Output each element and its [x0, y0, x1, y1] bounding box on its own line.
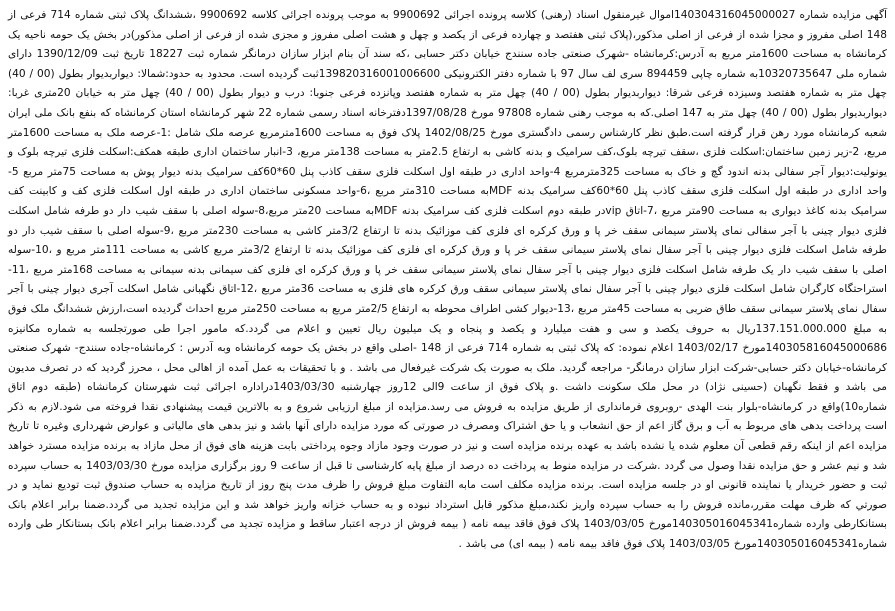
- auction-notice-text: آگهی مزایده شماره 140304316045000027اموال غیرمنقول اسناد (رهنی) کلاسه پرونده اجرائی 9900692 به موجب پرونده اجرائی کلاسه 9900692 ،ششدانگ پلاک ثبتی شماره 714 فرعی از 148 اصلی مفروز و مجزا شده از فرعی از اصلی مذکور،(پلاک ثبتی هفتصد و چهارده فرعی از یکصد و چهل و هشت اصلی مفروز و مجزی شده از فرعی از اصلی مذکور)در بخش یک حومه ناحیه یک کرمانشاه به مساحت 1600متر مربع به آدرس:کرمانشاه -شهرک صنعتی جاده سنندج خیابان دکتر حسابی ،که سند آن بنام ابزار سازان درمانگر شماره ثبت 18227 تاریخ ثبت 1390/12/09 دارای شماره ملی 10320735647به شماره چاپی 894459 سری لف سال 97 با شماره دفتر الکترونیکی 139820316001006600ثبت گردیده است. محدود به حدود:شمالا: دیواربدیوار بطول (00 / 40) چهل متر به شماره هفتصد وسیزده فرعی شرقا: دیواربدیوار بطول (00 / 40) چهل متر به شماره هفتصد وپانزده فرعی جنوبا: درب و دیوار بطول (00 / 40) چهل متر به خیابان 20متری غربا: دیواربدیوار بطول (00 / 40) چهل متر به 147 اصلی.که به موجب رهنی شماره 97808 مورخ 1397/08/28دفترخانه اسناد رسمی شماره 22 شهر کرمانشاه استان کرمانشاه که بنفع بانک ملی ایران شعبه کرمانشاه مورد رهن قرار گرفته است.طبق نظر کارشناس رسمی دادگستری مورخ 1402/08/25 پلاک فوق به مساحت 1600مترمربع عرصه ملک شامل :1-عرصه ملک به مساحت 1600متر مربع، 2-زیر زمین ساختمان:اسکلت فلزی ،سقف تیرچه بلوک،کف سرامیک و بدنه کاشی به ارتفاع 2.5متر به مساحت 138متر مربع، 3-انبار ساختمان اداری طبقه همکف:اسکلت فلزی تیرچه بلوک و یونولیت:دیوار آجر سفالی بدنه اندود گچ و خاک به مساحت 325مترمربع 4-واحد اداری در طبقه اول اسکلت فلزی سقف کاذب پنل 60*60کف سرامیک بدنه دیوار پوش به مساحت 75متر مربع 5-واحد اداری در طبقه اول اسکلت فلزی سقف کاذب پنل 60*60کف سرامیک بدنه MDFبه مساحت 310متر مربع ،6-واحد مسکونی ساختمان اداری در طبقه اول اسکلت فلزی کف و کابینت کف سرامیک بدنه کاغذ دیواری به مساحت 90متر مربع ،7-اتاق vipدر طبقه دوم اسکلت فلزی کف سرامیک بدنه MDFبه مساحت 20متر مربع،8-سوله اصلی با سقف شیب دار دو طرفه شامل اسکلت فلزی دیوار چینی با آجر سفالی نمای پلاستر سیمانی سقف خر پا و ورق کرکره ای فلزی کف موزائیک بدنه تا ارتفاع 3/2متر کاشی به مساحت 230متر مربع ،9-سوله اصلی با سقف شیب دار دو طرفه شامل اسکلت فلزی دیوار چینی با آجر سفال نمای پلاستر سیمانی سقف خر پا و ورق کرکره ای فلزی کف موزائیک بدنه تا ارتفاع 3/2متر مربع کاشی به مساحت 111متر مربع و ،10-سوله اصلی با سقف شیب دار یک طرفه شامل اسکلت فلزی دیوار چینی با آجر سفال نمای پلاستر سیمانی سقف خر پا و ورق کرکره ای فلزی کف سیمانی بدنه سیمانی به مساحت 168متر مربع ،11-استراحتگاه کارگران شامل اسکلت فلزی دیوار چینی با آجر سفال نمای پلاستر سیمانی سقف ورق کرکره های فلزی به مساحت 36متر مربع ،12-اتاق نگهبانی شامل اسکلت آجری دیوار چینی با آجر سفال نمای پلاستر سیمانی سقف طاق ضربی به مساحت 45متر مربع ،13-دیوار کشی اطراف محوطه به ارتفاع 2/5متر مربع به مساحت 250متر مربع احداث گردیده است،ارزش ششدانگ ملک فوق به مبلغ 137.151.000.000ریال به حروف یکصد و سی و هفت میلیارد و یکصد و پنجاه و یک میلیون ریال تعیین و اعلام می گردد.که مامور اجرا طی صورتجلسه به شماره مکانیزه 140305816045000686مورخ 1403/02/17 اعلام نموده: که پلاک ثبتی به شماره 714 فرعی از 148 -اصلی واقع در بخش یک حومه کرمانشاه وبه آدرس : کرمانشاه-جاده سنندج- شهرک صنعتی کرمانشاه-خیابان دکتر حسابی-شرکت ابزار سازان درمانگر- مراجعه گردید. ملک به صورت یک شرکت غیرفعال می باشد . و با تحقیقات به عمل آمده از اهالی محل ، محرز گردید که در تصرف مدیون می باشد و فقط نگهبان (حسینی نژاد) در محل ملک سکونت داشت .و پلاک فوق از ساعت 9الی 12روز چهارشنبه 1403/03/30دراداره اجرائی ثبت شهرستان کرمانشاه (طبقه دوم اتاق شماره10)واقع در کرمانشاه-بلوار بنت الهدی -روبروی فرمانداری از طریق مزایده به فروش می رسد.مزایده از مبلغ ارزیابی شروع و به بالاترین قیمت پیشنهادی نقدا فروخته می شود.لازم به ذکر است پرداخت بدهی های مربوط به آب و برق گاز اعم از حق انشعاب و یا حق اشتراک ومصرف در صورتی که مورد مزایده دارای آنها باشد و نیز بدهی های مالیاتی و عوارض شهرداری وغیره تا تاریخ مزایده اعم از اینکه رقم قطعی آن معلوم شده یا نشده باشد به عهده برنده مزایده است و نیز در صورت وجود مازاد وجوه پرداختی بابت هزینه های فوق از محل مازاد به برنده مزایده مسترد خواهد شد و نیم عشر و حق مزایده نقدا وصول می گردد .شرکت در مزایده منوط به پرداخت ده درصد از مبلغ پایه کارشناسی تا قبل از ساعت 9 روز برگزاری مزایده مورخ 1403/03/30 به حساب سپرده ثبت و حضور خریدار یا نماینده قانونی او در جلسه مزایده است. برنده مزایده مکلف است مابه التفاوت مبلغ فروش را ظرف مدت پنج روز از تاریخ مزایده به حساب صندوق ثبت توديع نمايد و در صورتي كه ظرف مهلت مقرر،مانده فروش را به حساب سپرده واريز نكند،مبلغ مذكور قابل استرداد نبوده و به حساب خزانه واريز خواهد شد و اين مزايده تجديد می گردد.ضمنا برابر اعلام بانک بستانکارطی وارده شماره140305016045341مورخ 1403/03/05 پلاک فوق فاقد بیمه نامه ( بیمه فروش از درجه اعتبار ساقط و مزایده تجدید می گردد.ضمنا برابر اعلام بانک بستانکار طی وارده شماره140305016045341مورخ 1403/03/05 پلاک فوق فاقد بیمه نامه ( بیمه ای) می باشد .: [8, 9, 888, 551]
